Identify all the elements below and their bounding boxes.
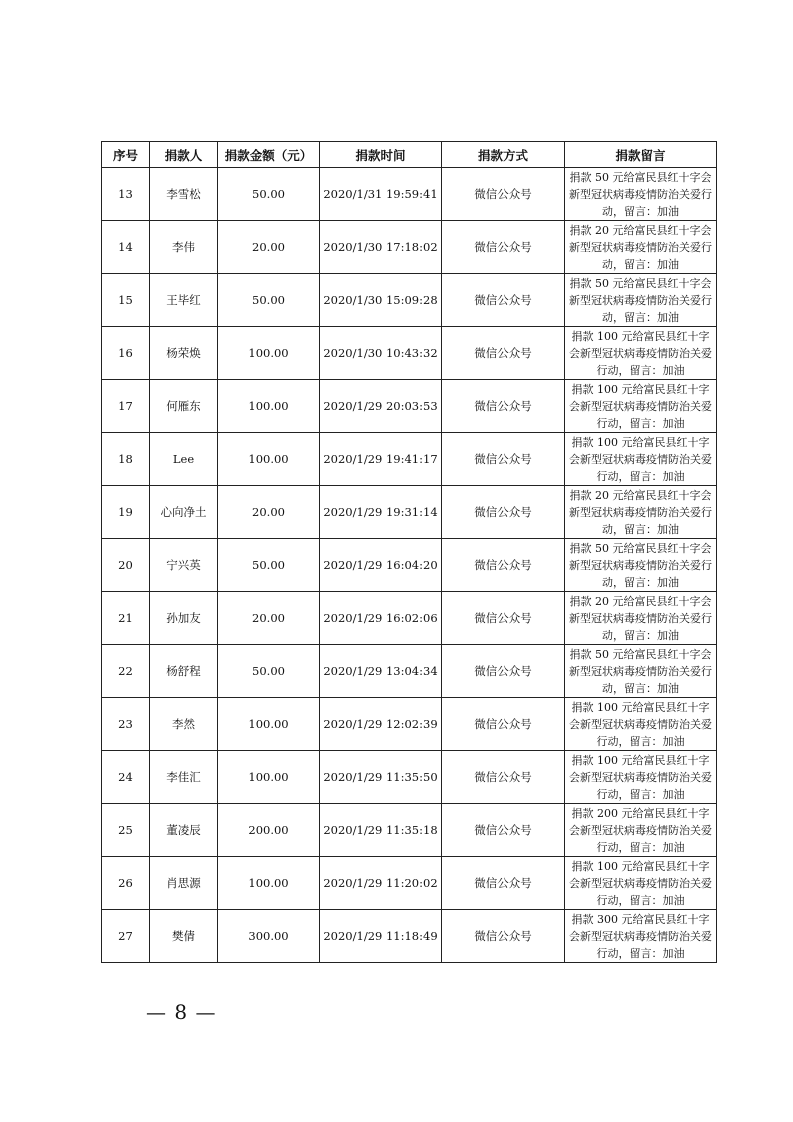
table-row — [102, 433, 717, 486]
cell-no: 14 — [102, 221, 150, 274]
cell-time: 2020/1/29 16:02:06 — [320, 592, 442, 645]
table-header-row — [102, 142, 717, 168]
cell-donor: 樊倩 — [150, 910, 218, 963]
donation-table — [101, 141, 717, 963]
cell-no: 16 — [102, 327, 150, 380]
cell-method: 微信公众号 — [442, 274, 565, 327]
cell-message: 捐款 300 元给富民县红十字会新型冠状病毒疫情防治关爱行动，留言：加油 — [565, 910, 717, 963]
cell-method: 微信公众号 — [442, 380, 565, 433]
cell-no: 27 — [102, 910, 150, 963]
header-method: 捐款方式 — [442, 142, 565, 168]
cell-message: 捐款 50 元给富民县红十字会新型冠状病毒疫情防治关爱行动，留言：加油 — [565, 539, 717, 592]
cell-time: 2020/1/29 19:41:17 — [320, 433, 442, 486]
cell-method: 微信公众号 — [442, 433, 565, 486]
cell-method: 微信公众号 — [442, 168, 565, 221]
cell-method: 微信公众号 — [442, 645, 565, 698]
cell-donor: 杨舒程 — [150, 645, 218, 698]
cell-message: 捐款 100 元给富民县红十字会新型冠状病毒疫情防治关爱行动，留言：加油 — [565, 857, 717, 910]
cell-amount: 100.00 — [218, 380, 320, 433]
cell-time: 2020/1/30 17:18:02 — [320, 221, 442, 274]
cell-message: 捐款 100 元给富民县红十字会新型冠状病毒疫情防治关爱行动，留言：加油 — [565, 380, 717, 433]
cell-no: 18 — [102, 433, 150, 486]
cell-amount: 100.00 — [218, 751, 320, 804]
cell-time: 2020/1/29 19:31:14 — [320, 486, 442, 539]
cell-amount: 100.00 — [218, 698, 320, 751]
cell-amount: 20.00 — [218, 486, 320, 539]
cell-donor: 李佳汇 — [150, 751, 218, 804]
cell-method: 微信公众号 — [442, 751, 565, 804]
page-number: — 8 — — [146, 1000, 217, 1024]
cell-no: 21 — [102, 592, 150, 645]
cell-amount: 300.00 — [218, 910, 320, 963]
cell-donor: 王毕红 — [150, 274, 218, 327]
table-row — [102, 274, 717, 327]
cell-method: 微信公众号 — [442, 327, 565, 380]
cell-method: 微信公众号 — [442, 698, 565, 751]
table-row — [102, 221, 717, 274]
cell-message: 捐款 100 元给富民县红十字会新型冠状病毒疫情防治关爱行动，留言：加油 — [565, 433, 717, 486]
table-row — [102, 539, 717, 592]
cell-time: 2020/1/29 11:18:49 — [320, 910, 442, 963]
cell-time: 2020/1/29 11:35:50 — [320, 751, 442, 804]
cell-amount: 20.00 — [218, 592, 320, 645]
cell-donor: 李雪松 — [150, 168, 218, 221]
cell-amount: 100.00 — [218, 327, 320, 380]
cell-time: 2020/1/29 13:04:34 — [320, 645, 442, 698]
cell-donor: 李然 — [150, 698, 218, 751]
cell-message: 捐款 100 元给富民县红十字会新型冠状病毒疫情防治关爱行动，留言：加油 — [565, 751, 717, 804]
header-time: 捐款时间 — [320, 142, 442, 168]
cell-no: 20 — [102, 539, 150, 592]
cell-method: 微信公众号 — [442, 592, 565, 645]
cell-method: 微信公众号 — [442, 804, 565, 857]
cell-message: 捐款 20 元给富民县红十字会新型冠状病毒疫情防治关爱行动，留言：加油 — [565, 592, 717, 645]
cell-message: 捐款 50 元给富民县红十字会新型冠状病毒疫情防治关爱行动，留言：加油 — [565, 168, 717, 221]
cell-donor: 董凌辰 — [150, 804, 218, 857]
table-row — [102, 857, 717, 910]
table-row — [102, 910, 717, 963]
cell-message: 捐款 50 元给富民县红十字会新型冠状病毒疫情防治关爱行动，留言：加油 — [565, 645, 717, 698]
donation-table-container — [101, 141, 716, 963]
cell-no: 17 — [102, 380, 150, 433]
cell-no: 26 — [102, 857, 150, 910]
header-donor: 捐款人 — [150, 142, 218, 168]
cell-method: 微信公众号 — [442, 910, 565, 963]
table-body — [102, 168, 717, 963]
cell-message: 捐款 50 元给富民县红十字会新型冠状病毒疫情防治关爱行动，留言：加油 — [565, 274, 717, 327]
cell-no: 25 — [102, 804, 150, 857]
table-row — [102, 168, 717, 221]
cell-amount: 50.00 — [218, 274, 320, 327]
cell-no: 19 — [102, 486, 150, 539]
cell-donor: 李伟 — [150, 221, 218, 274]
cell-method: 微信公众号 — [442, 486, 565, 539]
cell-time: 2020/1/31 19:59:41 — [320, 168, 442, 221]
cell-donor: 孙加友 — [150, 592, 218, 645]
cell-amount: 200.00 — [218, 804, 320, 857]
cell-donor: Lee — [150, 433, 218, 486]
cell-amount: 50.00 — [218, 645, 320, 698]
cell-no: 15 — [102, 274, 150, 327]
cell-no: 13 — [102, 168, 150, 221]
table-row — [102, 804, 717, 857]
table-row — [102, 380, 717, 433]
header-message: 捐款留言 — [565, 142, 717, 168]
cell-donor: 宁兴英 — [150, 539, 218, 592]
cell-message: 捐款 20 元给富民县红十字会新型冠状病毒疫情防治关爱行动，留言：加油 — [565, 486, 717, 539]
table-row — [102, 698, 717, 751]
cell-amount: 20.00 — [218, 221, 320, 274]
cell-time: 2020/1/29 11:35:18 — [320, 804, 442, 857]
cell-donor: 何雁东 — [150, 380, 218, 433]
table-row — [102, 327, 717, 380]
cell-method: 微信公众号 — [442, 221, 565, 274]
cell-no: 24 — [102, 751, 150, 804]
cell-amount: 100.00 — [218, 857, 320, 910]
table-row — [102, 486, 717, 539]
cell-donor: 肖思源 — [150, 857, 218, 910]
cell-amount: 50.00 — [218, 168, 320, 221]
cell-amount: 100.00 — [218, 433, 320, 486]
table-row — [102, 645, 717, 698]
cell-time: 2020/1/29 12:02:39 — [320, 698, 442, 751]
cell-method: 微信公众号 — [442, 539, 565, 592]
cell-time: 2020/1/29 11:20:02 — [320, 857, 442, 910]
cell-message: 捐款 100 元给富民县红十字会新型冠状病毒疫情防治关爱行动，留言：加油 — [565, 327, 717, 380]
header-no: 序号 — [102, 142, 150, 168]
cell-method: 微信公众号 — [442, 857, 565, 910]
cell-amount: 50.00 — [218, 539, 320, 592]
cell-time: 2020/1/29 20:03:53 — [320, 380, 442, 433]
cell-donor: 杨荣焕 — [150, 327, 218, 380]
table-row — [102, 751, 717, 804]
table-row — [102, 592, 717, 645]
cell-time: 2020/1/30 15:09:28 — [320, 274, 442, 327]
header-amount: 捐款金额（元） — [218, 142, 320, 168]
cell-message: 捐款 20 元给富民县红十字会新型冠状病毒疫情防治关爱行动，留言：加油 — [565, 221, 717, 274]
cell-time: 2020/1/29 16:04:20 — [320, 539, 442, 592]
cell-message: 捐款 100 元给富民县红十字会新型冠状病毒疫情防治关爱行动，留言：加油 — [565, 698, 717, 751]
cell-no: 22 — [102, 645, 150, 698]
cell-no: 23 — [102, 698, 150, 751]
cell-message: 捐款 200 元给富民县红十字会新型冠状病毒疫情防治关爱行动，留言：加油 — [565, 804, 717, 857]
cell-time: 2020/1/30 10:43:32 — [320, 327, 442, 380]
cell-donor: 心向净土 — [150, 486, 218, 539]
